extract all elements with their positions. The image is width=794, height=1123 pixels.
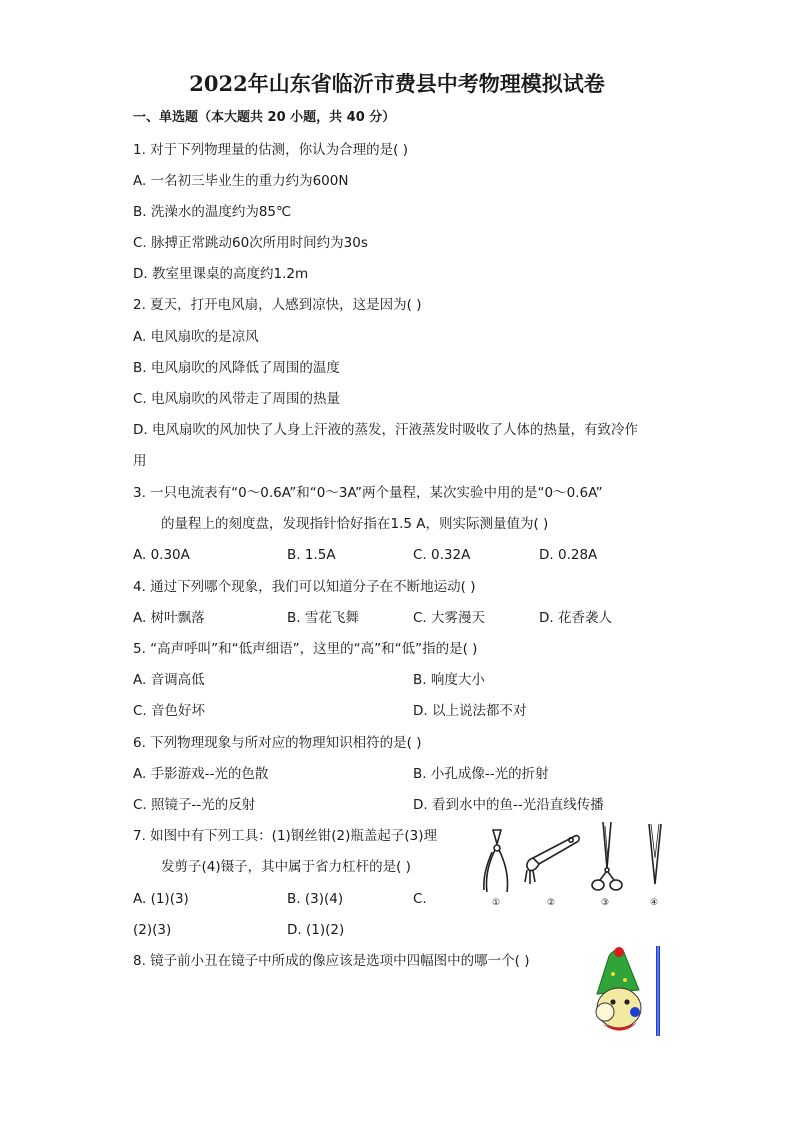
question-3-option-b: B. 1.5A	[287, 547, 336, 563]
question-1-option-c: C. 脉搏正常跳动60次所用时间约为30s	[133, 235, 368, 251]
question-6-option-c: C. 照镜子--光的反射	[133, 797, 256, 813]
question-4-option-b: B. 雪花飞舞	[287, 610, 359, 626]
question-7-option-d: D. (1)(2)	[287, 922, 345, 938]
question-3-option-c: C. 0.32A	[413, 547, 471, 563]
clown-icon	[596, 947, 641, 1031]
question-1-option-d: D. 教室里课桌的高度约1.2m	[133, 266, 309, 282]
question-2-option-a: A. 电风扇吹的是凉风	[133, 329, 259, 345]
question-2-option-c: C. 电风扇吹的风带走了周围的热量	[133, 391, 341, 407]
fig-label-1: ①	[492, 898, 501, 908]
question-2-option-d-wrap: 用	[133, 453, 147, 469]
question-6-stem: 6. 下列物理现象与所对应的物理知识相符的是( )	[133, 735, 422, 751]
question-6-option-d: D. 看到水中的鱼--光沿直线传播	[413, 797, 604, 813]
question-5-option-a: A. 音调高低	[133, 672, 205, 688]
question-4-option-c: C. 大雾漫天	[413, 610, 486, 626]
question-2-stem: 2. 夏天，打开电风扇，人感到凉快，这是因为( )	[133, 297, 422, 313]
question-2-option-d: D. 电风扇吹的风加快了人身上汗液的蒸发，汗液蒸发时吸收了人体的热量，有致冷作	[133, 422, 638, 438]
question-1-option-b: B. 洗澡水的温度约为85℃	[133, 204, 292, 220]
question-7-option-c-wrap: (2)(3)	[133, 922, 172, 938]
question-7-option-a: A. (1)(3)	[133, 891, 189, 907]
question-5-option-d: D. 以上说法都不对	[413, 703, 527, 719]
question-1-stem: 1. 对于下列物理量的估测，你认为合理的是( )	[133, 142, 408, 158]
pliers-icon	[484, 830, 508, 892]
fig-label-4: ④	[650, 898, 659, 908]
question-4-stem: 4. 通过下列哪个现象，我们可以知道分子在不断地运动( )	[133, 579, 476, 595]
question-4-option-d: D. 花香袭人	[539, 610, 612, 626]
clown-mirror-figure	[583, 944, 668, 1039]
tweezers-icon	[649, 824, 661, 884]
question-7-stem-wrap: 发剪子(4)镊子，其中属于省力杠杆的是( )	[161, 859, 411, 875]
question-3-stem: 3. 一只电流表有“0～0.6A”和“0～3A”两个量程，某次实验中用的是“0～0.6A”	[133, 485, 603, 501]
question-3-stem-wrap: 的量程上的刻度盘，发现指针恰好指在1.5 A，则实际测量值为( )	[161, 516, 549, 532]
question-7-option-c: C.	[413, 891, 427, 907]
question-8-stem: 8. 镜子前小丑在镜子中所成的像应该是选项中四幅图中的哪一个( )	[133, 953, 530, 969]
question-7-option-b: B. (3)(4)	[287, 891, 344, 907]
question-1-option-a: A. 一名初三毕业生的重力约为600N	[133, 173, 349, 189]
mirror-icon	[656, 946, 660, 1036]
section-heading: 一、单选题（本大题共 20 小题，共 40 分）	[133, 110, 396, 125]
tools-figure	[475, 818, 670, 910]
question-2-option-b: B. 电风扇吹的风降低了周围的温度	[133, 360, 340, 376]
question-5-stem: 5. “高声呼叫”和“低声细语”，这里的“高”和“低”指的是( )	[133, 641, 478, 657]
question-6-option-a: A. 手影游戏--光的色散	[133, 766, 269, 782]
question-6-option-b: B. 小孔成像--光的折射	[413, 766, 549, 782]
page-title: 2022年山东省临沂市费县中考物理模拟试卷	[189, 71, 605, 96]
question-7-stem: 7. 如图中有下列工具：(1)钢丝钳(2)瓶盖起子(3)理	[133, 828, 438, 844]
fig-label-2: ②	[547, 898, 556, 908]
question-3-option-a: A. 0.30A	[133, 547, 190, 563]
question-3-option-d: D. 0.28A	[539, 547, 598, 563]
question-5-option-c: C. 音色好坏	[133, 703, 206, 719]
question-4-option-a: A. 树叶飘落	[133, 610, 205, 626]
bottle-opener-icon	[525, 836, 579, 884]
scissors-icon	[592, 822, 622, 890]
fig-label-3: ③	[601, 898, 610, 908]
question-5-option-b: B. 响度大小	[413, 672, 485, 688]
